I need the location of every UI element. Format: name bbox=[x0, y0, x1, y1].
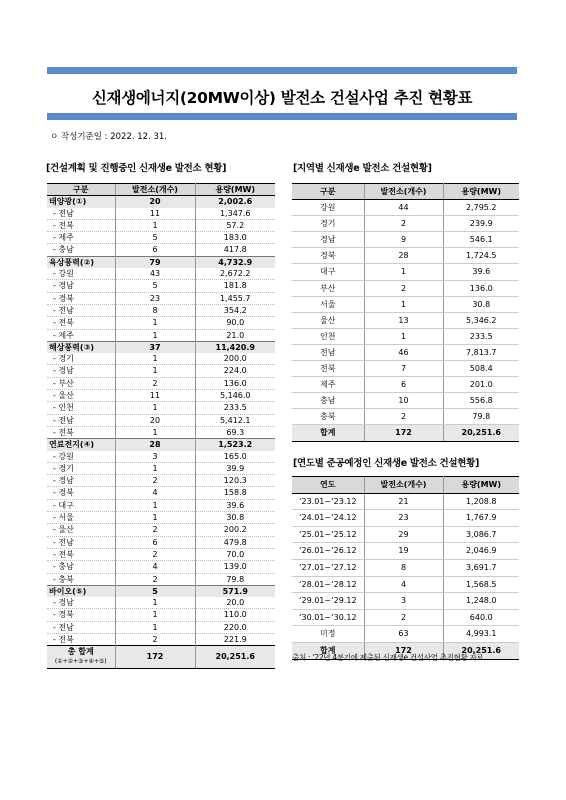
table-cell: 인천 bbox=[292, 328, 364, 344]
table-row bbox=[292, 232, 519, 248]
table-cell: ‘27.01~‘27.12 bbox=[292, 559, 364, 576]
table-cell: 1 bbox=[364, 264, 443, 280]
table-cell: 5 bbox=[115, 232, 195, 244]
table-cell: ‘29.01~‘29.12 bbox=[292, 593, 364, 610]
table-cell: 44 bbox=[364, 200, 443, 216]
total-cell: 172 bbox=[364, 425, 443, 441]
total-label: 총 합계 bbox=[67, 647, 94, 657]
table-cell: 5,346.2 bbox=[443, 312, 519, 328]
table-cell: 39.9 bbox=[195, 462, 275, 474]
table1-heading: [건설계획 및 진행중인 신재생e 발전소 현황] bbox=[46, 163, 227, 174]
source-note: 출처 : ‘22년 4분기에 제출된 신재생e 건설사업 추진현황 자료 bbox=[292, 653, 484, 662]
table-cell: 23 bbox=[115, 292, 195, 304]
column-header: 용량(MW) bbox=[443, 184, 519, 200]
table-cell: 1 bbox=[364, 328, 443, 344]
table-cell: - 제주 bbox=[47, 329, 115, 341]
category-row bbox=[47, 256, 275, 268]
table-row bbox=[47, 462, 275, 474]
table-plan-status bbox=[47, 183, 275, 669]
table-cell: 서울 bbox=[292, 296, 364, 312]
total-count: 172 bbox=[115, 646, 195, 669]
table-cell: 2 bbox=[364, 216, 443, 232]
table-cell: - 경북 bbox=[47, 292, 115, 304]
table-cell: 120.3 bbox=[195, 475, 275, 487]
total-cell: 합계 bbox=[292, 642, 364, 659]
table-cell: - 제주 bbox=[47, 232, 115, 244]
total-row bbox=[292, 425, 519, 441]
column-header: 발전소(개수) bbox=[364, 477, 443, 494]
table-cell: 4,993.1 bbox=[443, 626, 519, 643]
table-row bbox=[292, 609, 519, 626]
table-cell: ‘30.01~‘30.12 bbox=[292, 609, 364, 626]
table-cell: - 울산 bbox=[47, 524, 115, 536]
table-cell: 139.0 bbox=[195, 561, 275, 573]
table-cell: 220.0 bbox=[195, 621, 275, 633]
total-cell: 20,251.6 bbox=[443, 425, 519, 441]
table-cell: 8 bbox=[364, 559, 443, 576]
table-cell: ‘25.01~‘25.12 bbox=[292, 526, 364, 543]
table-row bbox=[47, 377, 275, 389]
table-cell: 2 bbox=[115, 524, 195, 536]
column-header: 용량(MW) bbox=[195, 184, 275, 196]
table-cell: 4 bbox=[115, 561, 195, 573]
table-cell: - 경북 bbox=[47, 609, 115, 621]
table-cell: 69.3 bbox=[195, 426, 275, 438]
table-cell: 4,732.9 bbox=[195, 256, 275, 268]
table-row bbox=[47, 597, 275, 609]
table-cell: - 전남 bbox=[47, 208, 115, 220]
table-cell: 79.8 bbox=[195, 573, 275, 585]
table-cell: 70.0 bbox=[195, 548, 275, 560]
table-cell: 11 bbox=[115, 390, 195, 402]
table-row bbox=[292, 312, 519, 328]
table-row bbox=[47, 304, 275, 316]
table-cell: 571.9 bbox=[195, 585, 275, 597]
table-cell: 5 bbox=[115, 280, 195, 292]
total-sublabel: (①+②+③+④+⑤) bbox=[54, 658, 107, 666]
table-cell: 2,672.2 bbox=[195, 268, 275, 280]
table-cell: - 전남 bbox=[47, 621, 115, 633]
table-cell: 556.8 bbox=[443, 393, 519, 409]
table-cell: 90.0 bbox=[195, 317, 275, 329]
table1-header-row bbox=[47, 184, 275, 196]
table-cell: 29 bbox=[364, 526, 443, 543]
table-cell: 546.1 bbox=[443, 232, 519, 248]
table-cell: 3,086.7 bbox=[443, 526, 519, 543]
base-date: ㅇ 작성기준일 : 2022. 12. 31. bbox=[50, 132, 168, 142]
table-cell: 2 bbox=[115, 548, 195, 560]
table-cell: 21.0 bbox=[195, 329, 275, 341]
table-cell: 6 bbox=[364, 377, 443, 393]
table-row bbox=[47, 244, 275, 256]
table-cell: - 전남 bbox=[47, 536, 115, 548]
table-row bbox=[47, 548, 275, 560]
table-cell: - 충북 bbox=[47, 573, 115, 585]
table-cell: 태양광(①) bbox=[47, 196, 115, 208]
total-cell: 172 bbox=[364, 642, 443, 659]
table-cell: 3,691.7 bbox=[443, 559, 519, 576]
category-row bbox=[47, 439, 275, 451]
table-cell: 1,455.7 bbox=[195, 292, 275, 304]
table-cell: 19 bbox=[364, 543, 443, 560]
table-cell: ‘26.01~‘26.12 bbox=[292, 543, 364, 560]
table-cell: 1 bbox=[115, 609, 195, 621]
table-cell: - 충남 bbox=[47, 561, 115, 573]
table-cell: 1 bbox=[115, 365, 195, 377]
table-cell: 6 bbox=[115, 536, 195, 548]
table-cell: - 부산 bbox=[47, 377, 115, 389]
table-cell: 1 bbox=[115, 499, 195, 511]
table-row bbox=[47, 536, 275, 548]
table-cell: 158.8 bbox=[195, 487, 275, 499]
table-cell: - 경남 bbox=[47, 475, 115, 487]
table-cell: 5 bbox=[115, 585, 195, 597]
table-cell: - 인천 bbox=[47, 402, 115, 414]
table-cell: 181.8 bbox=[195, 280, 275, 292]
table-cell: 2 bbox=[364, 609, 443, 626]
table-cell: - 전북 bbox=[47, 633, 115, 645]
table-cell: 7 bbox=[364, 361, 443, 377]
table-cell: - 경남 bbox=[47, 365, 115, 377]
table-cell: 충북 bbox=[292, 409, 364, 425]
table-row bbox=[47, 280, 275, 292]
column-header: 구분 bbox=[47, 184, 115, 196]
table-cell: ‘23.01~‘23.12 bbox=[292, 493, 364, 510]
total-capacity: 20,251.6 bbox=[195, 646, 275, 669]
table-cell: - 경남 bbox=[47, 597, 115, 609]
table-cell: 224.0 bbox=[195, 365, 275, 377]
table-row bbox=[292, 296, 519, 312]
table-row bbox=[292, 264, 519, 280]
table-cell: 239.9 bbox=[443, 216, 519, 232]
table-row bbox=[47, 573, 275, 585]
table-cell: 제주 bbox=[292, 377, 364, 393]
table-cell: - 경기 bbox=[47, 353, 115, 365]
table-cell: 13 bbox=[364, 312, 443, 328]
category-row bbox=[47, 341, 275, 353]
table-row bbox=[47, 633, 275, 645]
table-row bbox=[292, 510, 519, 527]
table-row bbox=[292, 200, 519, 216]
table-cell: 2,002.6 bbox=[195, 196, 275, 208]
table-row bbox=[47, 487, 275, 499]
table-cell: 1 bbox=[115, 512, 195, 524]
table-row bbox=[47, 292, 275, 304]
table-row bbox=[47, 512, 275, 524]
table-cell: 6 bbox=[115, 244, 195, 256]
table-cell: 39.6 bbox=[443, 264, 519, 280]
table-row bbox=[47, 268, 275, 280]
column-header: 연도 bbox=[292, 477, 364, 494]
table-cell: 20 bbox=[115, 414, 195, 426]
table-row bbox=[47, 524, 275, 536]
table-cell: 8 bbox=[115, 304, 195, 316]
table-cell: - 대구 bbox=[47, 499, 115, 511]
table-cell: 136.0 bbox=[195, 377, 275, 389]
table-cell: 1,208.8 bbox=[443, 493, 519, 510]
table-cell: 육상풍력(②) bbox=[47, 256, 115, 268]
table-regional-status bbox=[292, 183, 519, 442]
table-cell: 강원 bbox=[292, 200, 364, 216]
column-header: 발전소(개수) bbox=[364, 184, 443, 200]
table-cell: 대구 bbox=[292, 264, 364, 280]
table-cell: 4 bbox=[115, 487, 195, 499]
table-cell: 30.8 bbox=[195, 512, 275, 524]
table-cell: 1 bbox=[115, 353, 195, 365]
table-cell: 183.0 bbox=[195, 232, 275, 244]
table-row bbox=[47, 232, 275, 244]
table-cell: 2 bbox=[115, 633, 195, 645]
table-cell: 479.8 bbox=[195, 536, 275, 548]
table-row bbox=[292, 626, 519, 643]
column-header: 발전소(개수) bbox=[115, 184, 195, 196]
table-cell: 2 bbox=[115, 573, 195, 585]
table-row bbox=[292, 543, 519, 560]
table-cell: 5,412.1 bbox=[195, 414, 275, 426]
title-underline-rule bbox=[47, 113, 517, 120]
table-cell: 233.5 bbox=[195, 402, 275, 414]
table-row bbox=[47, 317, 275, 329]
table-cell: 미정 bbox=[292, 626, 364, 643]
table-cell: 21 bbox=[364, 493, 443, 510]
table-yearly-status bbox=[292, 476, 519, 660]
table-cell: - 강원 bbox=[47, 268, 115, 280]
table-cell: 1 bbox=[115, 402, 195, 414]
table-cell: 2 bbox=[115, 475, 195, 487]
table-cell: - 전북 bbox=[47, 426, 115, 438]
table-cell: 201.0 bbox=[443, 377, 519, 393]
table-cell: 20 bbox=[115, 196, 195, 208]
table-cell: 640.0 bbox=[443, 609, 519, 626]
table-cell: - 전남 bbox=[47, 304, 115, 316]
table-cell: 43 bbox=[115, 268, 195, 280]
table3-heading: [연도별 준공예정인 신재생e 발전소 건설현황] bbox=[293, 458, 480, 469]
table-cell: 221.9 bbox=[195, 633, 275, 645]
table-cell: 경기 bbox=[292, 216, 364, 232]
total-cell: 합계 bbox=[292, 425, 364, 441]
table-cell: 2,046.9 bbox=[443, 543, 519, 560]
table-cell: 46 bbox=[364, 344, 443, 360]
table-cell: 1,724.5 bbox=[443, 248, 519, 264]
table-cell: 20.0 bbox=[195, 597, 275, 609]
table-row bbox=[47, 475, 275, 487]
table-cell: 11,420.9 bbox=[195, 341, 275, 353]
table-cell: 1 bbox=[115, 317, 195, 329]
table-cell: 233.5 bbox=[443, 328, 519, 344]
table-row bbox=[292, 593, 519, 610]
table-cell: 136.0 bbox=[443, 280, 519, 296]
table2-header-row bbox=[292, 184, 519, 200]
table-cell: 1,523.2 bbox=[195, 439, 275, 451]
table-cell: 전남 bbox=[292, 344, 364, 360]
table-cell: 11 bbox=[115, 208, 195, 220]
table-row bbox=[292, 559, 519, 576]
table-row bbox=[292, 526, 519, 543]
table-row bbox=[292, 280, 519, 296]
table-cell: 23 bbox=[364, 510, 443, 527]
table-row bbox=[292, 377, 519, 393]
table-row bbox=[47, 499, 275, 511]
table-cell: ‘28.01~‘28.12 bbox=[292, 576, 364, 593]
table-row bbox=[292, 393, 519, 409]
table-row bbox=[292, 344, 519, 360]
table-cell: 1 bbox=[115, 219, 195, 231]
table-cell: 경남 bbox=[292, 232, 364, 248]
table-cell: 바이오(⑤) bbox=[47, 585, 115, 597]
page-title: 신재생에너지(20MW이상) 발전소 건설사업 추진 현황표 bbox=[91, 89, 473, 107]
table-cell: - 경기 bbox=[47, 462, 115, 474]
table-cell: 1 bbox=[115, 621, 195, 633]
table-row bbox=[47, 402, 275, 414]
table-row bbox=[47, 219, 275, 231]
column-header: 용량(MW) bbox=[443, 477, 519, 494]
total-label-cell bbox=[47, 646, 115, 669]
table-cell: - 충남 bbox=[47, 244, 115, 256]
table-row bbox=[47, 414, 275, 426]
table-cell: 165.0 bbox=[195, 451, 275, 463]
table-cell: 200.0 bbox=[195, 353, 275, 365]
table-cell: 354.2 bbox=[195, 304, 275, 316]
table-cell: 10 bbox=[364, 393, 443, 409]
table-cell: 79.8 bbox=[443, 409, 519, 425]
table-cell: 1,248.0 bbox=[443, 593, 519, 610]
table-cell: ‘24.01~‘24.12 bbox=[292, 510, 364, 527]
table-cell: 1 bbox=[115, 597, 195, 609]
table-cell: 1 bbox=[115, 329, 195, 341]
table-cell: - 경북 bbox=[47, 487, 115, 499]
table-cell: 충남 bbox=[292, 393, 364, 409]
table-cell: 3 bbox=[115, 451, 195, 463]
table-row bbox=[47, 353, 275, 365]
table-cell: - 서울 bbox=[47, 512, 115, 524]
table-cell: 2,795.2 bbox=[443, 200, 519, 216]
table-row bbox=[292, 216, 519, 232]
table-row bbox=[47, 561, 275, 573]
table-cell: 2 bbox=[364, 409, 443, 425]
table3-header-row bbox=[292, 477, 519, 494]
total-cell: 20,251.6 bbox=[443, 642, 519, 659]
table-cell: 110.0 bbox=[195, 609, 275, 621]
table-cell: 79 bbox=[115, 256, 195, 268]
total-row bbox=[47, 646, 275, 669]
table-row bbox=[47, 208, 275, 220]
table-row bbox=[47, 365, 275, 377]
table-cell: 연료전지(④) bbox=[47, 439, 115, 451]
table-cell: 200.2 bbox=[195, 524, 275, 536]
top-rule bbox=[47, 67, 517, 74]
table-cell: 경북 bbox=[292, 248, 364, 264]
table-cell: 57.2 bbox=[195, 219, 275, 231]
table-cell: - 울산 bbox=[47, 390, 115, 402]
table-row bbox=[47, 609, 275, 621]
table-cell: - 전북 bbox=[47, 317, 115, 329]
table-row bbox=[292, 328, 519, 344]
table-cell: - 전북 bbox=[47, 219, 115, 231]
column-header: 구분 bbox=[292, 184, 364, 200]
table-cell: 1,568.5 bbox=[443, 576, 519, 593]
table-cell: 1 bbox=[115, 462, 195, 474]
table-cell: - 경남 bbox=[47, 280, 115, 292]
table-cell: - 전북 bbox=[47, 548, 115, 560]
category-row bbox=[47, 585, 275, 597]
table-cell: 3 bbox=[364, 593, 443, 610]
table-cell: 1 bbox=[364, 296, 443, 312]
table-row bbox=[292, 248, 519, 264]
table-cell: 37 bbox=[115, 341, 195, 353]
table-cell: - 강원 bbox=[47, 451, 115, 463]
table-cell: 39.6 bbox=[195, 499, 275, 511]
table-row bbox=[292, 361, 519, 377]
table-cell: 28 bbox=[364, 248, 443, 264]
table-row bbox=[47, 390, 275, 402]
table-cell: 417.8 bbox=[195, 244, 275, 256]
table-cell: 부산 bbox=[292, 280, 364, 296]
table2-heading: [지역별 신재생e 발전소 건설현황] bbox=[293, 163, 432, 174]
table-cell: 1,767.9 bbox=[443, 510, 519, 527]
table-cell: 4 bbox=[364, 576, 443, 593]
table-cell: 30.8 bbox=[443, 296, 519, 312]
table-row bbox=[292, 409, 519, 425]
table-row bbox=[292, 576, 519, 593]
table-cell: 2 bbox=[115, 377, 195, 389]
table-cell: 5,146.0 bbox=[195, 390, 275, 402]
table-cell: 508.4 bbox=[443, 361, 519, 377]
table-cell: 전북 bbox=[292, 361, 364, 377]
table-cell: 63 bbox=[364, 626, 443, 643]
table-cell: 2 bbox=[364, 280, 443, 296]
category-row bbox=[47, 196, 275, 208]
table-row bbox=[47, 329, 275, 341]
table-cell: 1,347.6 bbox=[195, 208, 275, 220]
table-cell: 7,813.7 bbox=[443, 344, 519, 360]
table-row bbox=[47, 621, 275, 633]
table-cell: - 전남 bbox=[47, 414, 115, 426]
table-cell: 해상풍력(③) bbox=[47, 341, 115, 353]
table-row bbox=[292, 493, 519, 510]
table-cell: 울산 bbox=[292, 312, 364, 328]
table-row bbox=[47, 451, 275, 463]
table-row bbox=[47, 426, 275, 438]
table-cell: 28 bbox=[115, 439, 195, 451]
table-cell: 1 bbox=[115, 426, 195, 438]
table-cell: 9 bbox=[364, 232, 443, 248]
